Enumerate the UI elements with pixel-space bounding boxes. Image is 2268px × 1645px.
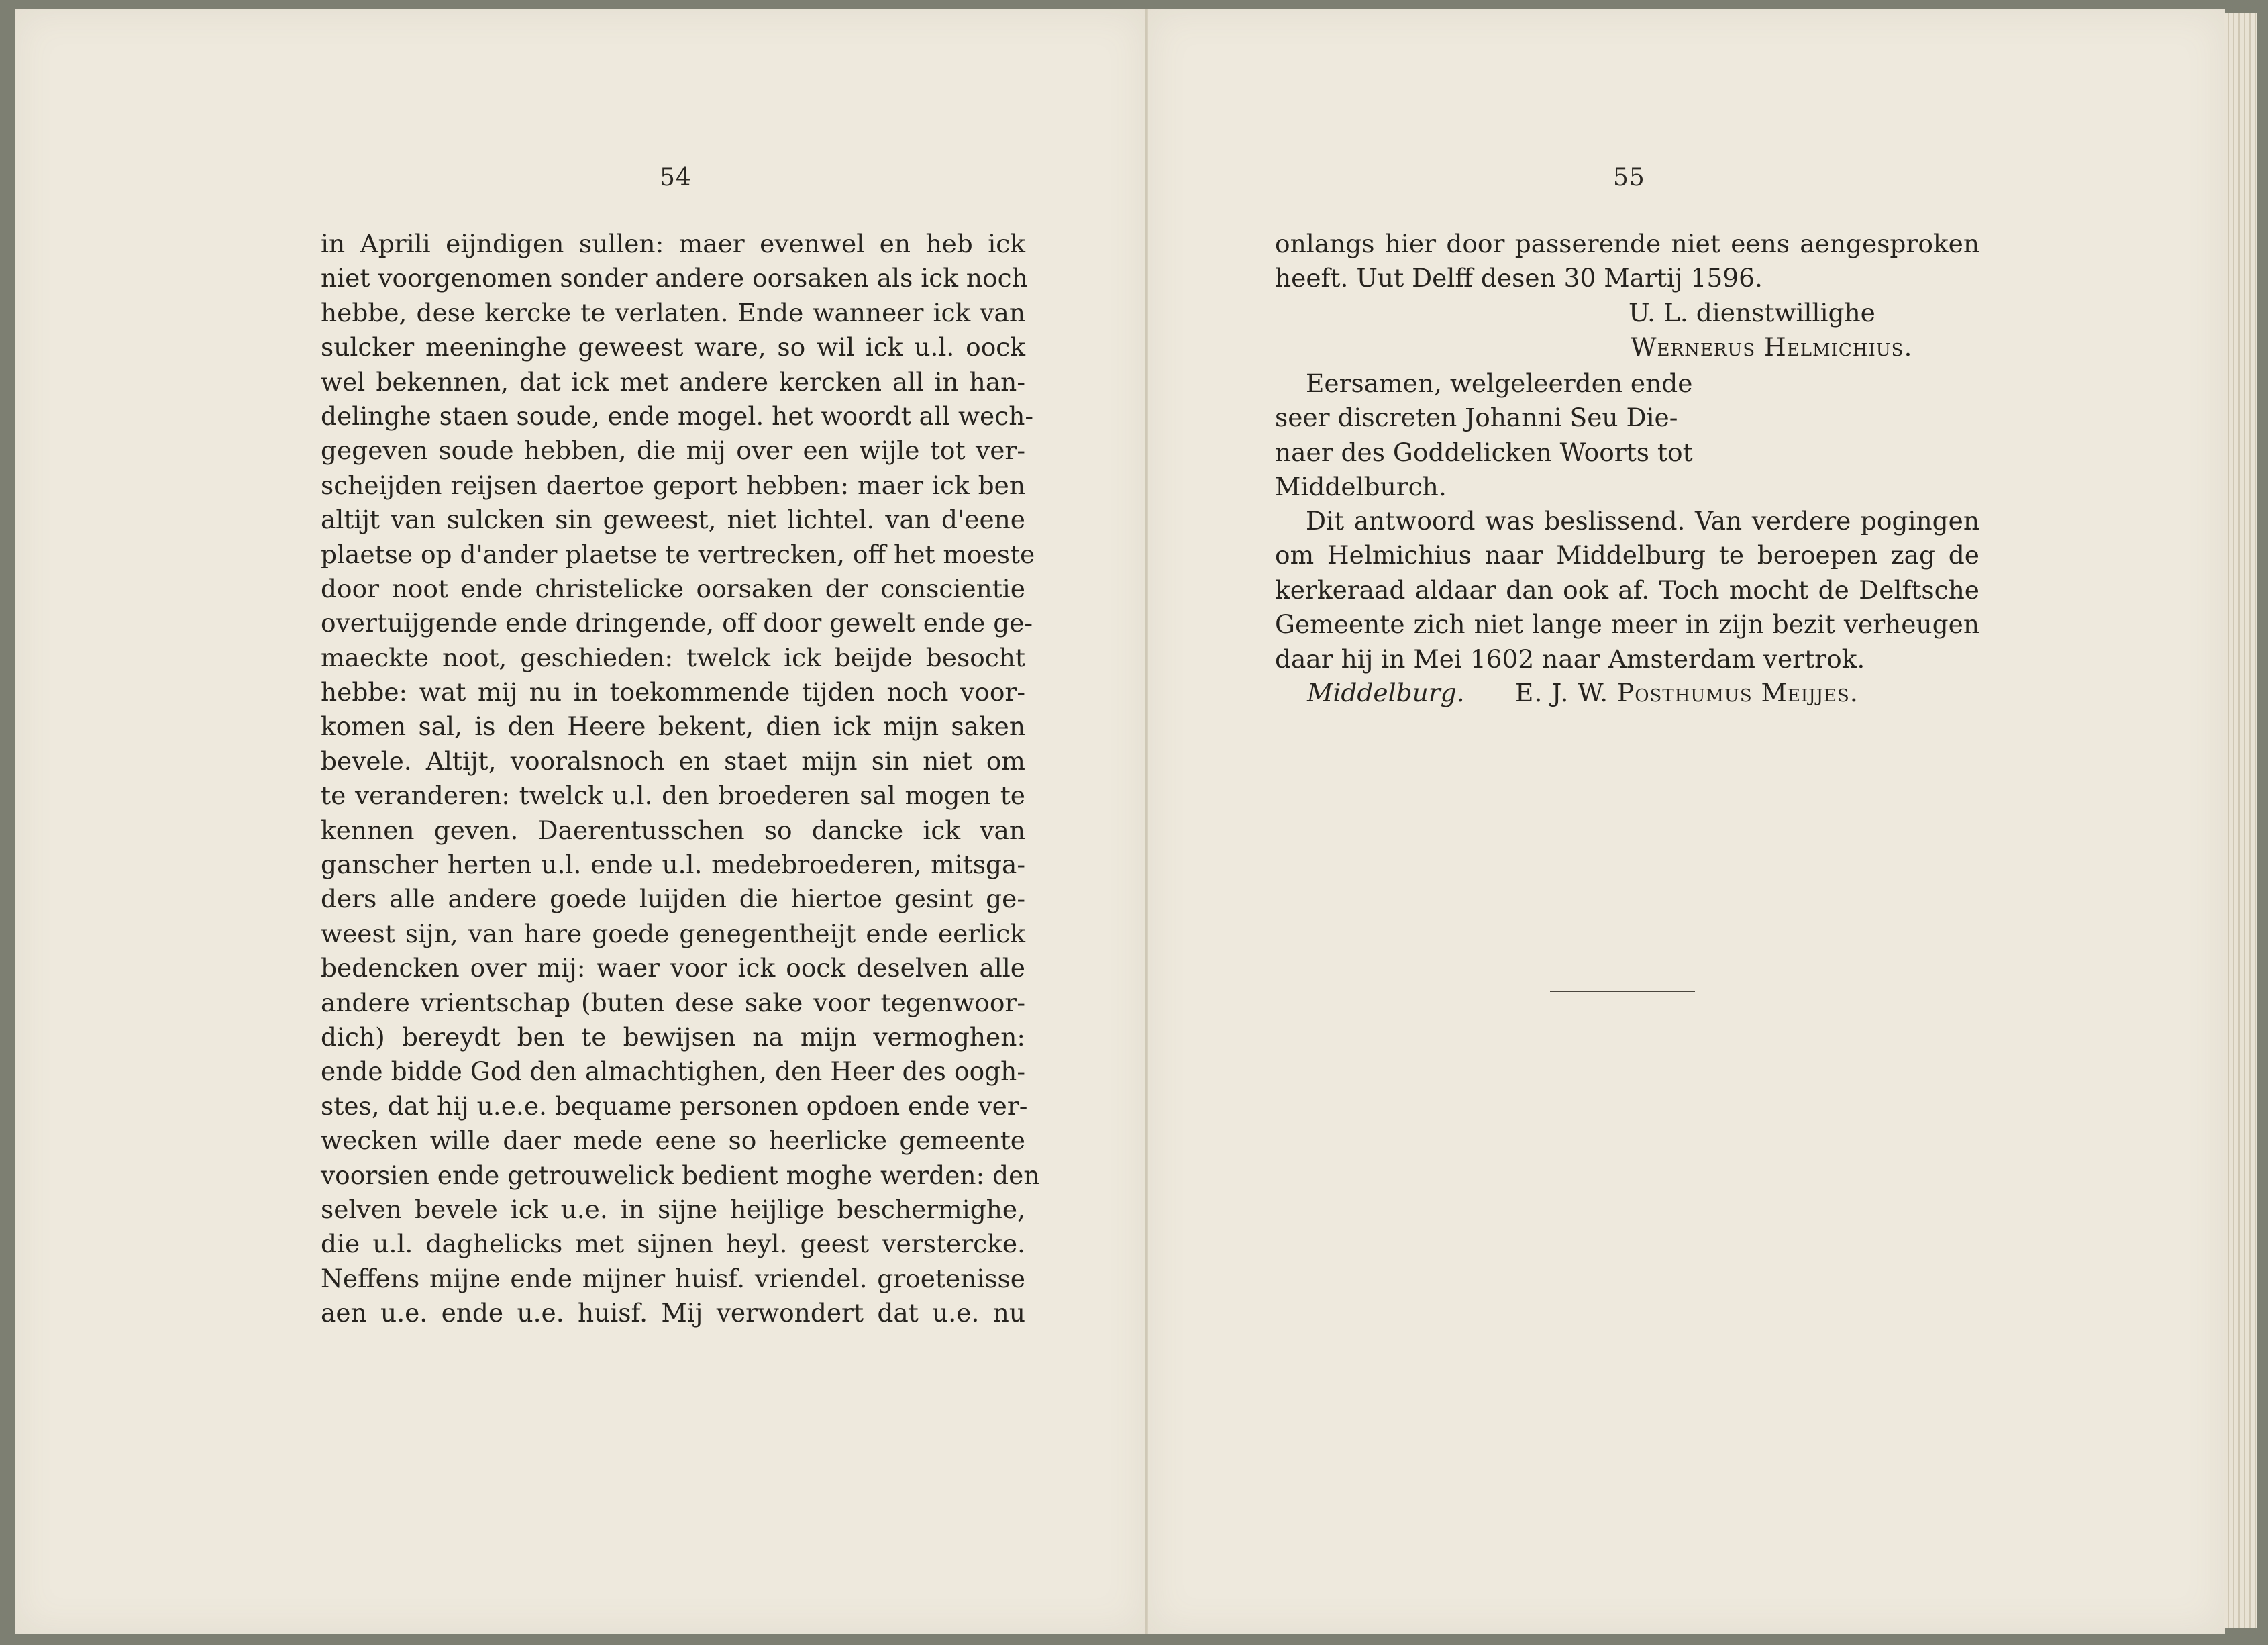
text-line: gegeven soude hebben, die mij over een wijle tot ver- bbox=[321, 436, 1025, 466]
text-line: weest sijn, van hare goede genegentheijt ende eerlick bbox=[321, 918, 1025, 948]
signature-name: Wernerus Helmichius. bbox=[1631, 332, 1913, 362]
text-line: bedencken over mij: waer voor ick oock deselven alle bbox=[321, 953, 1025, 983]
text-line: stes, dat hij u.e.e. bequame personen opdoen ende ver- bbox=[321, 1091, 1028, 1121]
page-number-right: 55 bbox=[1613, 164, 1645, 191]
text-line: Gemeente zich niet lange meer in zijn bezit verheugen bbox=[1275, 609, 1979, 640]
text-line: te veranderen: twelck u.l. den broederen sal mogen te bbox=[321, 781, 1025, 811]
text-line: kerkeraad aldaar dan ook af. Toch mocht de Delftsche bbox=[1275, 575, 1979, 605]
author-line: E. J. W. Posthumus Meijjes. bbox=[1515, 678, 1859, 707]
text-line: naer des Goddelicken Woorts tot bbox=[1275, 437, 1693, 467]
text-line: altijt van sulcken sin geweest, niet lichtel. van d'eene bbox=[321, 505, 1025, 535]
text-line: Neffens mijne ende mijner huisf. vriendel. groetenisse bbox=[321, 1263, 1025, 1293]
text-line: door noot ende christelicke oorsaken der conscientie bbox=[321, 573, 1025, 603]
commentary-paragraph bbox=[1275, 504, 1979, 677]
text-line: in Aprili eijndigen sullen: maer evenwel en heb ick bbox=[321, 229, 1025, 258]
text-line: plaetse op d'ander plaetse te vertrecken, off het moeste bbox=[321, 539, 1035, 569]
letter-end-text bbox=[1275, 227, 1979, 296]
text-line: Dit antwoord was beslissend. Van verdere pogingen bbox=[1306, 506, 1979, 536]
text-line: voorsien ende getrouwelick bedient moghe werden: den bbox=[321, 1160, 1040, 1190]
text-line: wel bekennen, dat ick met andere kercken all in han- bbox=[321, 366, 1025, 397]
text-line: wecken wille daer mede eene so heerlicke gemeente bbox=[321, 1126, 1025, 1156]
page-number-left: 54 bbox=[660, 164, 692, 191]
text-line: die u.l. daghelicks met sijnen heyl. geest verstercke. bbox=[321, 1229, 1025, 1259]
text-line: seer discreten Johanni Seu Die- bbox=[1275, 403, 1678, 433]
text-line: ende bidde God den almachtighen, den Heer des oogh- bbox=[321, 1056, 1025, 1087]
end-rule bbox=[1550, 991, 1695, 992]
closing-line: U. L. dienstwillighe bbox=[1629, 298, 1875, 328]
text-line: hebbe: wat mij nu in toekommende tijden noch voor- bbox=[321, 677, 1025, 707]
text-line: kennen geven. Daerentusschen so dancke ick van bbox=[321, 815, 1025, 845]
text-line: andere vrientschap (buten dese sake voor tegenwoor- bbox=[321, 987, 1025, 1017]
text-line: onlangs hier door passerende niet eens aengesproken bbox=[1275, 229, 1979, 258]
left-page-text bbox=[321, 227, 1040, 1331]
text-line: dich) bereydt ben te bewijsen na mijn vermoghen: bbox=[321, 1021, 1025, 1052]
text-line: hebbe, dese kercke te verlaten. Ende wanneer ick van bbox=[321, 297, 1025, 328]
text-line: niet voorgenomen sonder andere oorsaken als ick noch bbox=[321, 263, 1028, 293]
text-line: scheijden reijsen daertoe geport hebben: maer ick ben bbox=[321, 470, 1025, 500]
text-line: Middelburch. bbox=[1275, 472, 1447, 502]
text-line: Eersamen, welgeleerden ende bbox=[1306, 368, 1693, 398]
text-line: overtuijgende ende dringende, off door gewelt ende ge- bbox=[321, 608, 1033, 638]
text-line: delinghe staen soude, ende mogel. het woordt all wech- bbox=[321, 401, 1034, 431]
text-line: heeft. Uut Delff desen 30 Martij 1596. bbox=[1275, 263, 1763, 293]
page-edges bbox=[2224, 13, 2257, 1628]
text-line: maeckte noot, geschieden: twelck ick beijde besocht bbox=[321, 642, 1025, 672]
text-line: ders alle andere goede luijden die hiertoe gesint ge- bbox=[321, 884, 1025, 914]
text-line: aen u.e. ende u.e. huisf. Mij verwondert dat u.e. nu bbox=[321, 1298, 1025, 1328]
text-line: komen sal, is den Heere bekent, dien ick mijn saken bbox=[321, 711, 1025, 742]
place-line: Middelburg. bbox=[1307, 678, 1465, 707]
text-line: om Helmichius naar Middelburg te beroepen zag de bbox=[1275, 540, 1979, 570]
text-line: daar hij in Mei 1602 naar Amsterdam vertrok. bbox=[1275, 644, 1865, 674]
text-line: bevele. Altijt, vooralsnoch en staet mijn sin niet om bbox=[321, 746, 1025, 776]
text-line: selven bevele ick u.e. in sijne heijlige beschermighe, bbox=[321, 1194, 1025, 1224]
text-line: ganscher herten u.l. ende u.l. medebroederen, mitsga- bbox=[321, 850, 1025, 880]
text-line: sulcker meeninghe geweest ware, so wil ick u.l. oock bbox=[321, 332, 1025, 362]
address-block bbox=[1275, 366, 1693, 505]
